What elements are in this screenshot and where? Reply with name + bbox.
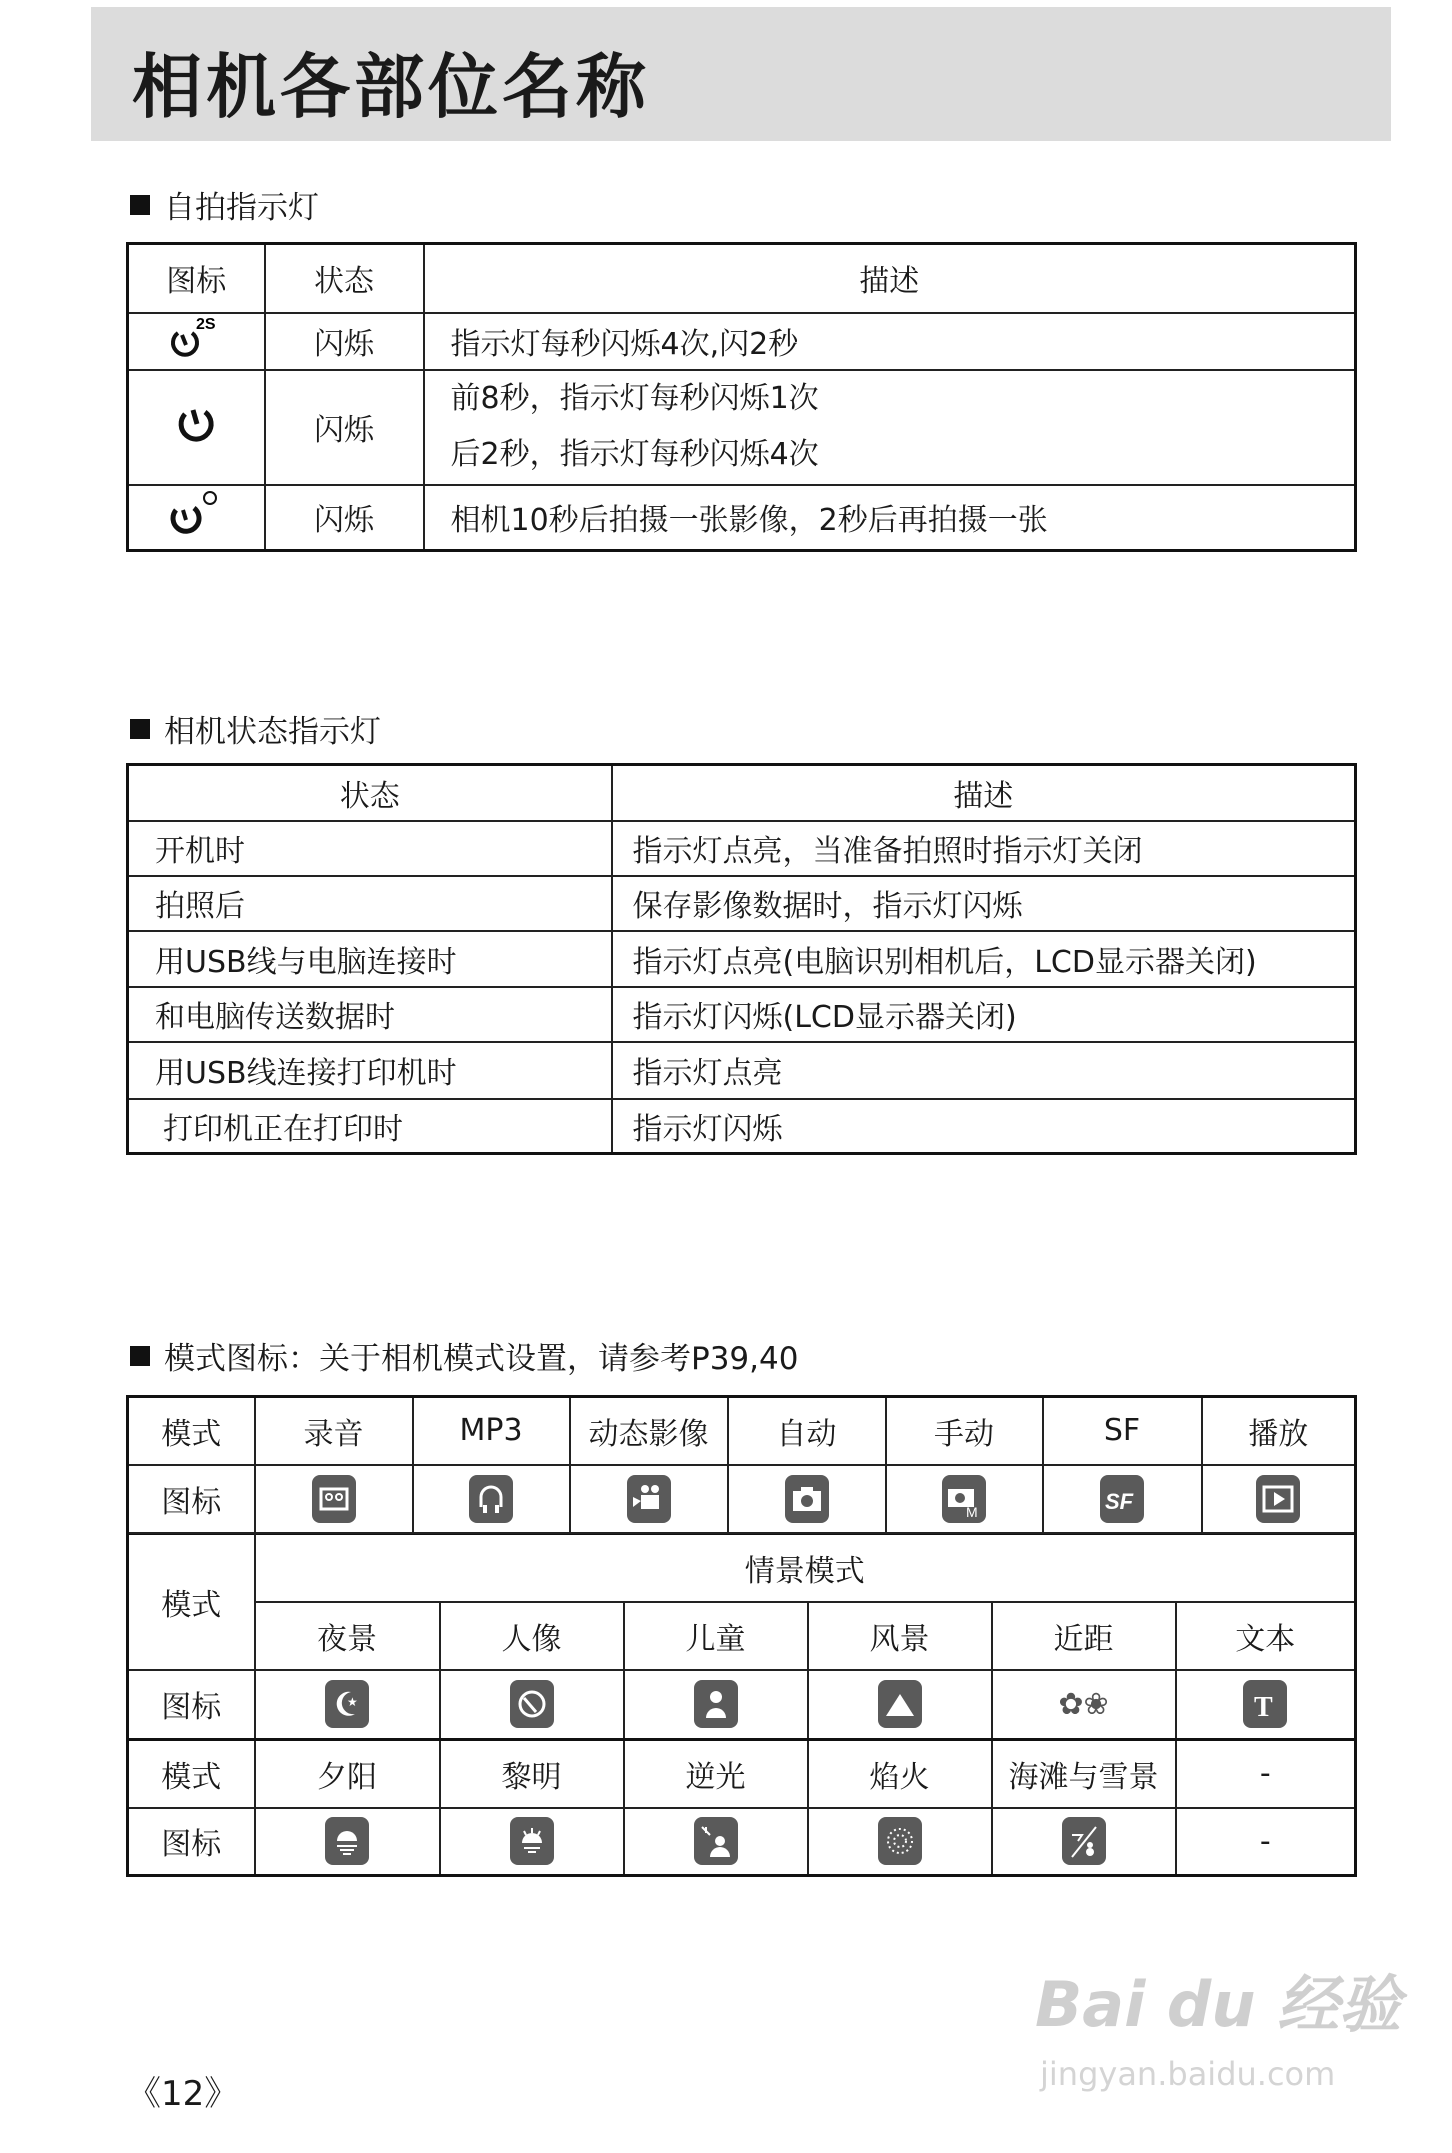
- status-cell: 闪烁: [265, 313, 424, 370]
- table-row: [128, 1099, 1356, 1154]
- desc-cell: 指示灯点亮，当准备拍照时指示灯关闭: [612, 821, 1356, 876]
- mode-name: 录音: [255, 1397, 413, 1465]
- headphones-icon: [469, 1475, 513, 1523]
- row-label: 图标: [128, 1808, 255, 1875]
- scene-name: 逆光: [624, 1739, 808, 1808]
- scene-name: 焰火: [808, 1739, 992, 1808]
- mode-name: SF: [1043, 1397, 1202, 1465]
- icon-row: [128, 1465, 1356, 1534]
- table-row: [128, 821, 1356, 876]
- scene-name: 儿童: [624, 1602, 808, 1670]
- desc-line: 后2秒，指示灯每秒闪烁4次: [450, 437, 819, 472]
- table-row: [128, 987, 1356, 1042]
- section-heading-status-lamp: [130, 706, 381, 751]
- status-cell: 闪烁: [265, 370, 424, 485]
- svg-text:2S: 2S: [196, 316, 216, 333]
- macro-flower-icon: ✿❀: [1058, 1686, 1109, 1722]
- status-cell: 打印机正在打印时: [128, 1099, 612, 1154]
- desc-cell: 指示灯闪烁(LCD显示器关闭): [612, 987, 1356, 1042]
- empty-icon-cell: -: [1176, 1808, 1356, 1875]
- mode-name: 自动: [728, 1397, 886, 1465]
- scene-mode-title: 情景模式: [255, 1533, 1356, 1602]
- scene-name: 文本: [1176, 1602, 1356, 1670]
- row-label: 模式: [128, 1739, 255, 1808]
- sf-mode-icon: [1100, 1475, 1144, 1523]
- desc-cell: [424, 370, 1356, 485]
- desc-cell: 相机10秒后拍摄一张影像，2秒后再拍摄一张: [424, 485, 1356, 551]
- portrait-icon: [510, 1680, 554, 1728]
- text-mode-icon: [1243, 1680, 1287, 1728]
- status-lamp-table: [126, 763, 1357, 1155]
- baidu-watermark-logo: Bai du 经验: [1035, 1968, 1402, 2041]
- table-row: [128, 370, 1356, 485]
- section-heading-self-timer: [130, 182, 319, 227]
- header-desc: 描述: [612, 765, 1356, 821]
- desc-cell: 保存影像数据时，指示灯闪烁: [612, 876, 1356, 931]
- children-icon: [694, 1680, 738, 1728]
- table-row: [128, 485, 1356, 551]
- bullet-square-icon: [130, 719, 150, 739]
- scene-name: 海滩与雪景: [992, 1739, 1176, 1808]
- landscape-icon: [878, 1680, 922, 1728]
- camera-auto-icon: [785, 1475, 829, 1523]
- timer-2s-icon: [128, 313, 265, 370]
- desc-line: 前8秒，指示灯每秒闪烁1次: [450, 381, 819, 416]
- header-status: 状态: [265, 244, 424, 313]
- page-number: 《12》: [127, 2074, 239, 2114]
- desc-cell: 指示灯点亮(电脑识别相机后，LCD显示器关闭): [612, 931, 1356, 987]
- header-status: 状态: [128, 765, 612, 821]
- svg-text:T: T: [1254, 1692, 1273, 1724]
- self-timer-table: [126, 242, 1357, 552]
- header-icon: 图标: [128, 244, 265, 313]
- scene-name: 黎明: [440, 1739, 624, 1808]
- beach-snow-icon: [1062, 1817, 1106, 1865]
- dawn-icon: [510, 1817, 554, 1865]
- table-row: [128, 931, 1356, 987]
- playback-icon: [1256, 1475, 1300, 1523]
- icon-row: [128, 1670, 1356, 1739]
- scene-row: [128, 1739, 1356, 1808]
- mode-icons-table-top: [126, 1395, 1357, 1535]
- movie-camera-icon: [627, 1475, 671, 1523]
- row-label: 模式: [128, 1397, 255, 1465]
- desc-cell: 指示灯每秒闪烁4次,闪2秒: [424, 313, 1356, 370]
- mode-name: MP3: [413, 1397, 570, 1465]
- row-label: 模式: [128, 1533, 255, 1670]
- section-heading-mode-icons: [130, 1333, 798, 1378]
- camera-manual-icon: [942, 1475, 986, 1523]
- scene-name: 夕阳: [255, 1739, 440, 1808]
- status-cell: 用USB线连接打印机时: [128, 1042, 612, 1099]
- svg-text:M: M: [966, 1503, 978, 1520]
- heading-text: 相机状态指示灯: [164, 714, 381, 750]
- night-scene-icon: [325, 1680, 369, 1728]
- bullet-square-icon: [130, 1346, 150, 1366]
- timer-double-icon: [128, 485, 265, 551]
- table-row: [128, 1042, 1356, 1099]
- status-cell: 用USB线与电脑连接时: [128, 931, 612, 987]
- status-cell: 拍照后: [128, 876, 612, 931]
- fireworks-icon: [878, 1817, 922, 1865]
- heading-text: 模式图标：关于相机模式设置，请参考P39,40: [164, 1341, 799, 1377]
- status-cell: 闪烁: [265, 485, 424, 551]
- table-row: [128, 313, 1356, 370]
- svg-text:★: ★: [347, 1695, 358, 1710]
- timer-10s-icon: [128, 370, 265, 485]
- header-desc: 描述: [424, 244, 1356, 313]
- scene-name: -: [1176, 1739, 1356, 1808]
- status-cell: 和电脑传送数据时: [128, 987, 612, 1042]
- mode-row: [128, 1397, 1356, 1465]
- status-cell: 开机时: [128, 821, 612, 876]
- svg-text:SF: SF: [1105, 1488, 1134, 1514]
- scene-name: 风景: [808, 1602, 992, 1670]
- mode-name: 动态影像: [570, 1397, 728, 1465]
- mode-name: 播放: [1202, 1397, 1356, 1465]
- row-label: 图标: [128, 1465, 255, 1534]
- bullet-square-icon: [130, 195, 150, 215]
- table-row: [128, 876, 1356, 931]
- sunset-icon: [325, 1817, 369, 1865]
- icon-row: [128, 1808, 1356, 1875]
- desc-cell: 指示灯闪烁: [612, 1099, 1356, 1154]
- watermark-url: jingyan.baidu.com: [1040, 2055, 1336, 2093]
- scene-row: [128, 1602, 1356, 1670]
- mode-name: 手动: [886, 1397, 1043, 1465]
- heading-text: 自拍指示灯: [164, 190, 319, 226]
- scene-name: 近距: [992, 1602, 1176, 1670]
- scene-name: 人像: [440, 1602, 624, 1670]
- mode-icons-table-scene: [126, 1532, 1357, 1877]
- backlight-icon: [694, 1817, 738, 1865]
- scene-name: 夜景: [255, 1602, 440, 1670]
- page-title: 相机各部位名称: [132, 46, 650, 128]
- voice-record-icon: [312, 1475, 356, 1523]
- row-label: 图标: [128, 1670, 255, 1739]
- desc-cell: 指示灯点亮: [612, 1042, 1356, 1099]
